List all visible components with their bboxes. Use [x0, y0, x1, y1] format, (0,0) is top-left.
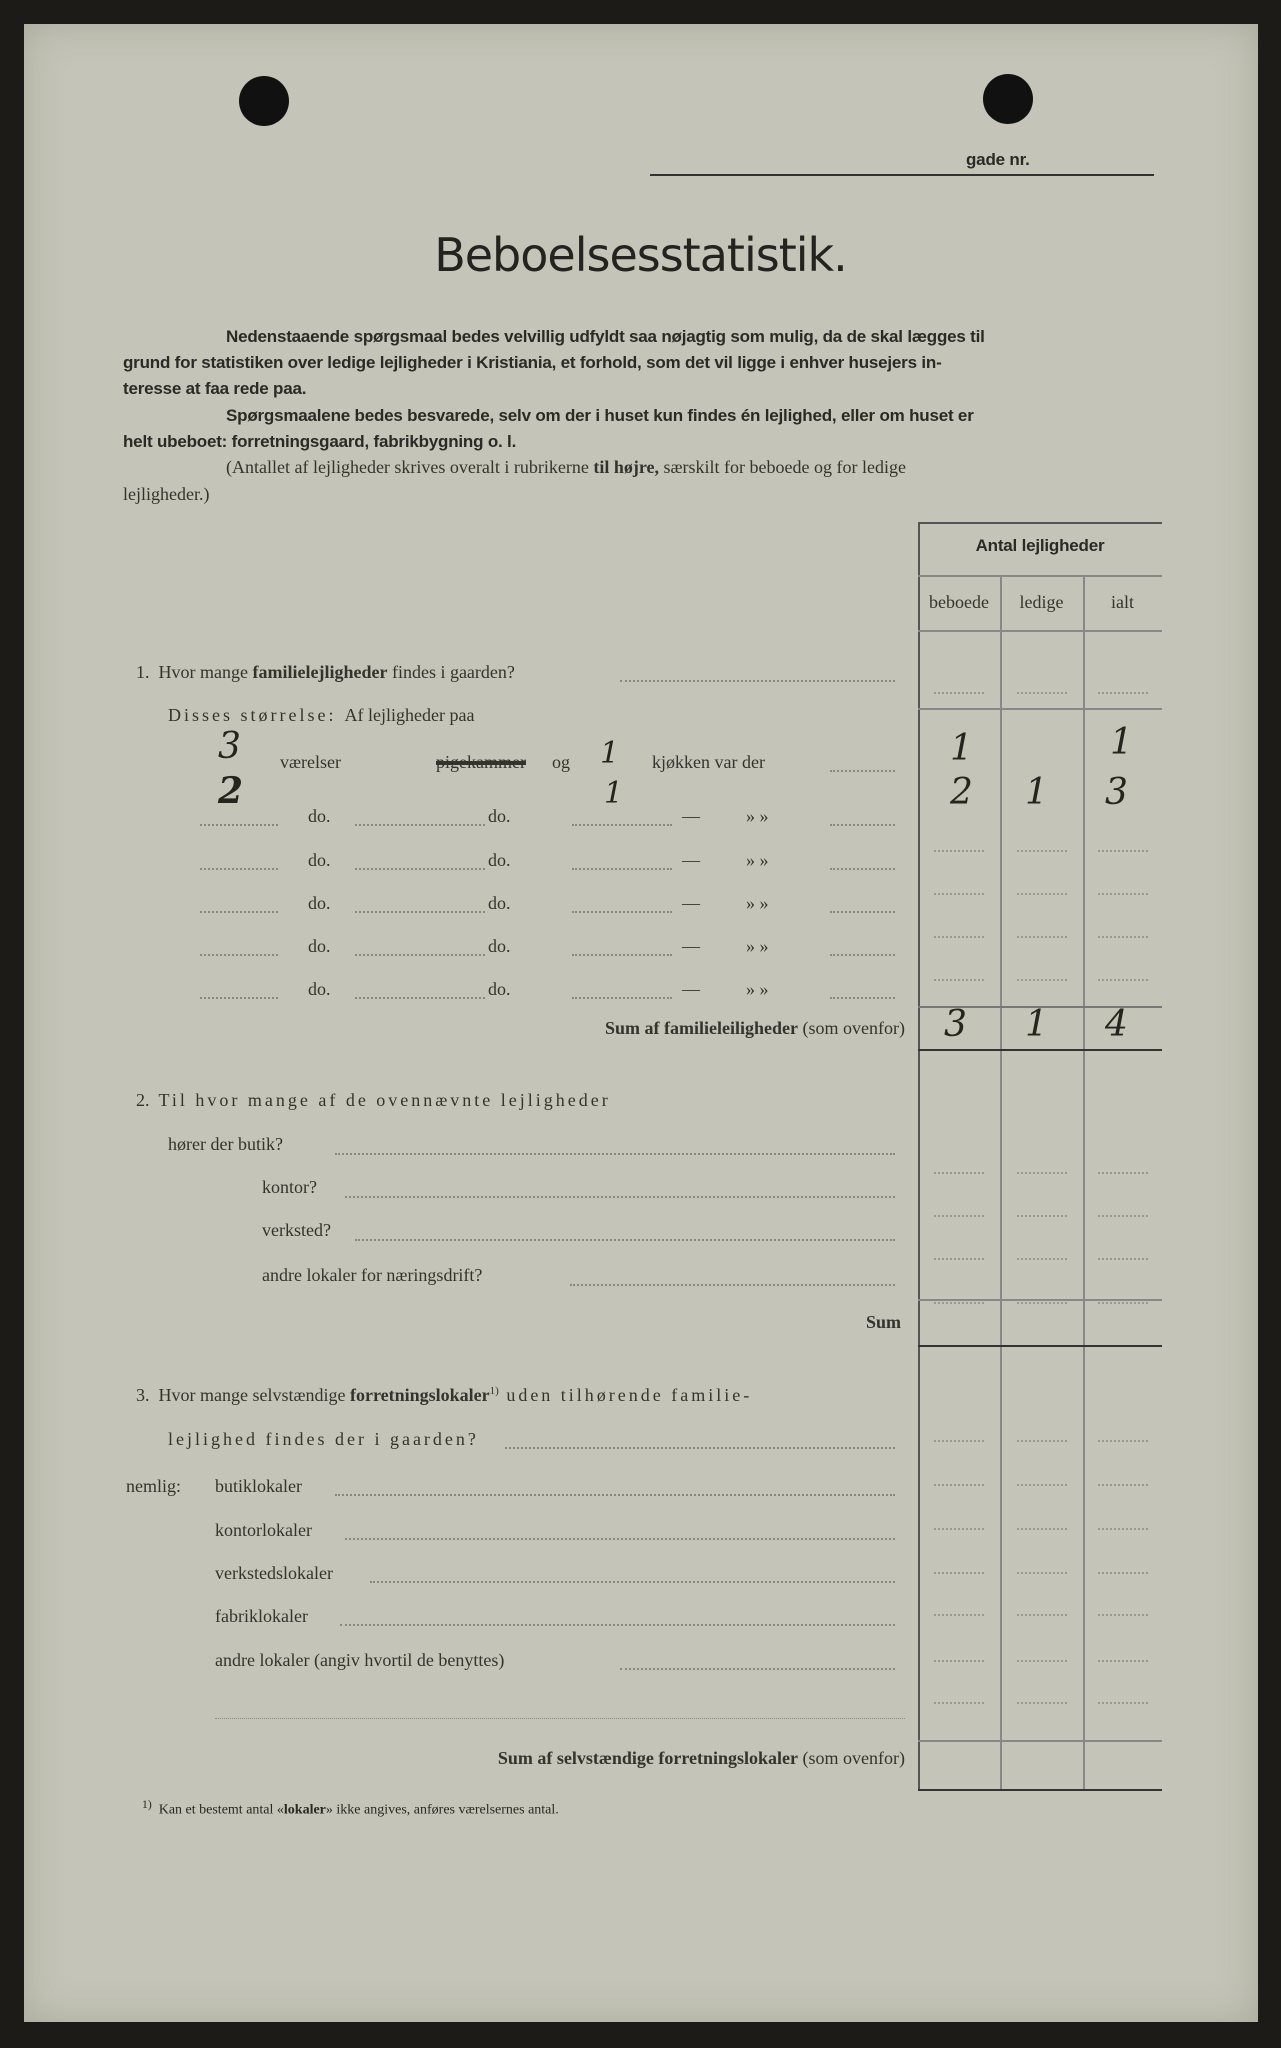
blank-kitchen[interactable]	[572, 954, 672, 956]
leader-dots	[830, 824, 895, 826]
table-cell[interactable]	[934, 893, 984, 895]
do-label: do.	[488, 806, 511, 826]
leader-dots	[830, 911, 895, 913]
col-header-ledige: ledige	[1019, 592, 1064, 612]
table-cell[interactable]	[934, 1572, 984, 1574]
leader-dots	[355, 954, 485, 956]
col-header-ialt: ialt	[1111, 592, 1134, 612]
ditto-dash: —	[682, 850, 700, 870]
table-cell[interactable]	[934, 1258, 984, 1260]
rooms-label: værelser	[280, 752, 341, 772]
table-cell[interactable]	[934, 1484, 984, 1486]
text: Af lejligheder paa	[344, 705, 475, 725]
footnote-mark: 1)	[142, 1798, 152, 1811]
table-cell[interactable]	[1098, 936, 1148, 938]
table-cell[interactable]	[934, 1172, 984, 1174]
q-num: 1.	[136, 662, 150, 682]
table-cell[interactable]	[1098, 1528, 1148, 1530]
text: Sum af familieleiligheder	[605, 1018, 799, 1038]
blank-rooms[interactable]	[200, 911, 278, 913]
ditto-marks: » »	[746, 806, 769, 826]
q3-fabriklokaler: fabriklokaler	[215, 1606, 308, 1626]
q3-kontorlokaler: kontorlokaler	[215, 1520, 312, 1540]
table-line	[918, 630, 1162, 632]
intro-line: grund for statistiken over ledige lejligheder i Kristiania, et forhold, som det vil ligge i enhver husejers in-	[123, 353, 942, 372]
text: lokaler	[283, 1802, 326, 1818]
text: til højre,	[593, 457, 660, 477]
blank-kitchen[interactable]	[572, 997, 672, 999]
q2-sum-label: Sum	[866, 1312, 902, 1332]
table-title: Antal lejligheder	[975, 536, 1105, 555]
punch-hole	[983, 74, 1033, 124]
table-cell[interactable]	[1098, 1302, 1148, 1304]
footnote	[142, 1798, 559, 1819]
leader-dots	[830, 954, 895, 956]
blank-rooms[interactable]	[200, 868, 278, 870]
blank-kitchen[interactable]	[572, 911, 672, 913]
blank-rooms[interactable]	[200, 997, 278, 999]
blank-rooms[interactable]	[200, 954, 278, 956]
leader-dots	[335, 1153, 895, 1155]
sum-beboede[interactable]: 3	[944, 1004, 967, 1045]
sum-ledige[interactable]: 1	[1025, 1004, 1048, 1045]
gade-nr-line	[650, 174, 1154, 176]
table-cell[interactable]	[934, 979, 984, 981]
table-line	[918, 1740, 1162, 1742]
leader-dots	[505, 1447, 895, 1449]
table-cell[interactable]	[934, 1660, 984, 1662]
table-cell[interactable]	[1098, 1702, 1148, 1704]
table-cell[interactable]	[1098, 1660, 1148, 1662]
table-cell[interactable]	[934, 1440, 984, 1442]
leader-dots	[620, 1668, 895, 1670]
table-cell[interactable]	[1017, 1572, 1067, 1574]
handwritten-rooms[interactable]: 3	[218, 726, 241, 767]
table-cell[interactable]	[1098, 1440, 1148, 1442]
table-line	[918, 1299, 1162, 1301]
text: findes i gaarden?	[387, 662, 515, 682]
q3-andre-lokaler: andre lokaler (angiv hvortil de benyttes)	[215, 1650, 505, 1670]
text: Sum af selvstændige forretningslokaler	[497, 1748, 799, 1768]
intro-note	[226, 457, 906, 478]
table-cell[interactable]	[934, 692, 984, 694]
q2-butik: hører der butik?	[168, 1134, 283, 1154]
table-cell[interactable]	[1098, 1484, 1148, 1486]
table-cell[interactable]	[934, 1702, 984, 1704]
leader-dots	[830, 770, 895, 772]
table-cell[interactable]	[1017, 1528, 1067, 1530]
table-cell[interactable]	[934, 1302, 984, 1304]
q3-line2: lejlighed findes der i gaarden?	[168, 1429, 479, 1449]
table-cell[interactable]	[934, 936, 984, 938]
q-num: 2.	[136, 1090, 150, 1110]
leader-dots	[335, 1494, 895, 1496]
table-line	[918, 708, 1162, 710]
intro-line: teresse at faa rede paa.	[123, 379, 307, 398]
table-line	[918, 522, 1162, 524]
table-cell[interactable]	[1017, 1660, 1067, 1662]
do-label: do.	[488, 936, 511, 956]
table-cell[interactable]	[1098, 850, 1148, 852]
value-ledige[interactable]: 1	[1025, 772, 1048, 813]
text: (Antallet af lejligheder skrives overalt i rubrikerne	[226, 457, 594, 477]
leader-dots	[830, 997, 895, 999]
table-cell[interactable]	[1017, 1614, 1067, 1616]
ditto-marks: » »	[746, 850, 769, 870]
table-cell[interactable]	[934, 850, 984, 852]
sum-familie-label	[605, 1018, 905, 1039]
text: Hvor mange selvstændige	[158, 1385, 350, 1405]
ditto-marks: » »	[746, 893, 769, 913]
text: særskilt for beboede og for ledige	[659, 457, 906, 477]
blank-kitchen[interactable]	[572, 824, 672, 826]
table-cell[interactable]	[1098, 1172, 1148, 1174]
table-cell[interactable]	[1098, 1215, 1148, 1217]
leader-dots	[620, 680, 895, 682]
leader-dots	[355, 868, 485, 870]
handwritten-kitchen[interactable]: 1	[600, 736, 620, 771]
do-label: do.	[488, 979, 511, 999]
table-cell[interactable]	[1017, 936, 1067, 938]
blank-kitchen[interactable]	[572, 868, 672, 870]
question-2	[136, 1090, 611, 1111]
ditto-marks: » »	[746, 979, 769, 999]
q2-verksted: verksted?	[262, 1220, 331, 1240]
blank-rooms[interactable]	[200, 824, 278, 826]
table-line	[1083, 575, 1085, 1789]
ditto-marks: » »	[746, 936, 769, 956]
leader-dots	[340, 1624, 895, 1626]
text: uden tilhørende familie-	[498, 1385, 753, 1405]
divider	[215, 1718, 905, 1719]
question-1	[136, 662, 515, 683]
leader-dots	[345, 1196, 895, 1198]
punch-hole	[239, 76, 289, 126]
table-cell[interactable]	[1098, 893, 1148, 895]
text: (som ovenfor)	[802, 1018, 905, 1038]
intro-line: helt ubeboet: forretningsgaard, fabrikbygning o. l.	[123, 432, 517, 451]
q-num: 3.	[136, 1385, 150, 1405]
table-line	[918, 1049, 1162, 1051]
table-cell[interactable]	[1017, 850, 1067, 852]
nemlig-label: nemlig:	[126, 1476, 181, 1496]
do-label: do.	[488, 893, 511, 913]
q3-butiklokaler: butiklokaler	[215, 1476, 302, 1496]
intro-line: Nedenstaaende spørgsmaal bedes velvillig udfyldt saa nøjagtig som mulig, da de skal lægges til	[226, 327, 985, 346]
value-ialt[interactable]: 3	[1105, 772, 1128, 813]
handwritten-kitchen[interactable]: 1	[604, 776, 624, 811]
do-label: do.	[308, 806, 331, 826]
ditto-dash: —	[682, 806, 700, 826]
text: Til hvor mange af de ovennævnte lejligheder	[158, 1090, 611, 1110]
question-3	[136, 1385, 752, 1406]
sum-forretning-label	[498, 1748, 905, 1769]
leader-dots	[570, 1284, 895, 1286]
text: forretningslokaler	[349, 1385, 490, 1405]
handwritten-rooms[interactable]: 2	[218, 770, 244, 812]
q3-verkstedslokaler: verkstedslokaler	[215, 1563, 333, 1583]
leader-dots	[355, 824, 485, 826]
ditto-dash: —	[682, 893, 700, 913]
text: » ikke angives, anføres værelsernes antal.	[325, 1802, 559, 1818]
og-label: og	[552, 752, 570, 772]
footnote-ref: 1)	[489, 1385, 499, 1397]
table-line	[1000, 575, 1002, 1789]
text: Kan et bestemt antal «	[158, 1802, 284, 1818]
table-cell[interactable]	[1017, 893, 1067, 895]
leader-dots	[830, 868, 895, 870]
table-cell[interactable]	[1017, 1172, 1067, 1174]
ditto-dash: —	[682, 979, 700, 999]
table-cell[interactable]	[1017, 1440, 1067, 1442]
leader-dots	[355, 1239, 895, 1241]
table-cell[interactable]	[934, 1614, 984, 1616]
leader-dots	[345, 1538, 895, 1540]
leader-dots	[355, 997, 485, 999]
table-cell[interactable]	[1017, 1702, 1067, 1704]
text: Disses størrelse:	[168, 705, 337, 725]
table-cell[interactable]	[1017, 1484, 1067, 1486]
intro-line: Spørgsmaalene bedes besvarede, selv om der i huset kun findes én lejlighed, eller om huset er	[226, 406, 974, 425]
table-cell[interactable]	[1017, 1302, 1067, 1304]
ditto-dash: —	[682, 936, 700, 956]
table-cell[interactable]	[1017, 979, 1067, 981]
do-label: do.	[308, 979, 331, 999]
q2-andre: andre lokaler for næringsdrift?	[262, 1265, 483, 1285]
col-header-beboede: beboede	[929, 592, 989, 612]
leader-dots	[355, 911, 485, 913]
size-label	[168, 705, 474, 726]
table-cell[interactable]	[1098, 1572, 1148, 1574]
text: Hvor mange	[158, 662, 253, 682]
kitchen-label: kjøkken var der	[652, 752, 765, 772]
leader-dots	[370, 1581, 895, 1583]
table-cell[interactable]	[934, 1528, 984, 1530]
table-line	[918, 522, 920, 1789]
intro-note: lejligheder.)	[123, 484, 210, 504]
text: familielejligheder	[252, 662, 388, 682]
do-label: do.	[488, 850, 511, 870]
do-label: do.	[308, 893, 331, 913]
table-line	[918, 1345, 1162, 1347]
text: (som ovenfor)	[802, 1748, 905, 1768]
table-cell[interactable]	[1098, 1258, 1148, 1260]
table-cell[interactable]	[1017, 1258, 1067, 1260]
table-cell[interactable]	[934, 1215, 984, 1217]
do-label: do.	[308, 936, 331, 956]
table-cell[interactable]	[1098, 979, 1148, 981]
table-cell[interactable]	[1017, 1215, 1067, 1217]
value-ialt[interactable]: 1	[1110, 722, 1133, 763]
gade-nr-label: gade nr.	[966, 150, 1030, 169]
value-beboede[interactable]: 1	[950, 728, 973, 769]
page-title: Beboelsesstatistik.	[434, 228, 847, 282]
table-line	[918, 575, 1162, 577]
struck-pigekammer: pigekammer	[436, 752, 526, 772]
value-beboede[interactable]: 2	[950, 772, 973, 813]
table-cell[interactable]	[1017, 692, 1067, 694]
q2-kontor: kontor?	[262, 1177, 317, 1197]
do-label: do.	[308, 850, 331, 870]
table-cell[interactable]	[1098, 692, 1148, 694]
table-cell[interactable]	[1098, 1614, 1148, 1616]
table-line	[918, 1789, 1162, 1791]
sum-ialt[interactable]: 4	[1105, 1004, 1128, 1045]
